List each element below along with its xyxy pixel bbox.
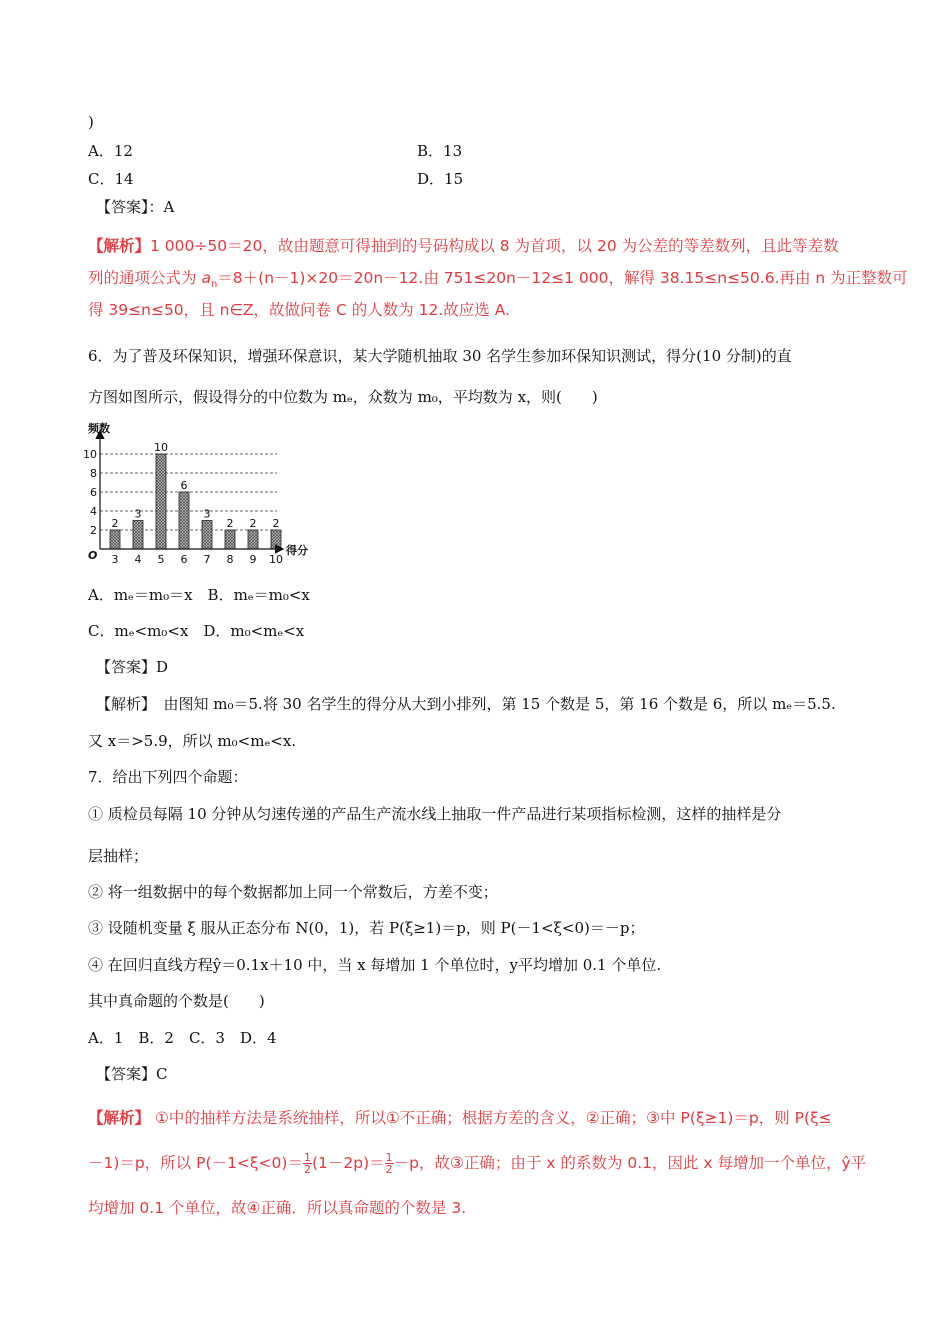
- analysis-text: (1－2p)＝: [311, 1154, 385, 1172]
- y-tick-label: 8: [90, 467, 97, 480]
- analysis-sub: n: [210, 279, 218, 291]
- question-6-stem-2: 方图如图所示，假设得分的中位数为 mₑ，众数为 m₀，平均数为 x，则( ): [88, 388, 598, 406]
- y-tick-label: 6: [90, 486, 97, 499]
- histogram-bar: [179, 492, 189, 549]
- question-6-options-ab: A．mₑ＝m₀＝x B．mₑ＝m₀<x: [88, 586, 310, 604]
- histogram-bar: [248, 530, 258, 549]
- bar-value-label: 2: [249, 517, 257, 530]
- question-5-paren: ): [88, 113, 94, 131]
- bar-value-label: 2: [272, 517, 280, 530]
- x-tick-label: 9: [249, 553, 257, 566]
- analysis-text: ①中的抽样方法是系统抽样，所以①不正确；根据方差的含义，②正确；③中 P(ξ≥1)＝p，则 P(ξ≤: [154, 1109, 832, 1127]
- analysis-6-line-1: 【解析】 由图知 m₀＝5.将 30 名学生的得分从大到小排列，第 15 个数是 5，第 16 个数是 6，所以 mₑ＝5.5.: [96, 695, 836, 713]
- analysis-7-line-1: [88, 1108, 832, 1128]
- analysis-5-line-1: [88, 236, 839, 256]
- y-tick-label: 10: [83, 448, 97, 461]
- proposition-3: ③ 设随机变量 ξ 服从正态分布 N(0，1)，若 P(ξ≥1)＝p，则 P(－1<ξ<0)＝－p；: [88, 919, 645, 937]
- option-b: B．13: [417, 142, 463, 160]
- histogram-bar: [271, 530, 281, 549]
- fraction-half: [303, 1152, 312, 1175]
- answer-6: 【答案】D: [96, 658, 169, 676]
- analysis-text: ＝8＋(n－1)×20＝20n－12.由 751≤20n－12≤1 000，解得 38.15≤n≤50.6.再由 n 为正整数可: [217, 269, 908, 287]
- x-tick-label: 5: [157, 553, 165, 566]
- question-6-options-cd: C．mₑ<m₀<x D．m₀<mₑ<x: [88, 622, 305, 640]
- bar-value-label: 2: [226, 517, 234, 530]
- analysis-5-line-2: [88, 268, 908, 295]
- question-7-options: A．1 B．2 C．3 D．4: [88, 1029, 277, 1047]
- question-6-stem-1: 6．为了普及环保知识，增强环保意识，某大学随机抽取 30 名学生参加环保知识测试，得分(10 分制)的直: [88, 347, 792, 365]
- x-axis-label: 得分: [286, 544, 308, 557]
- proposition-2: ② 将一组数据中的每个数据都加上同一个常数后，方差不变；: [88, 883, 498, 901]
- analysis-text: －p，故③正确；由于 x 的系数为 0.1，因此 x 每增加一个单位，ŷ平: [393, 1154, 867, 1172]
- question-7-stem: 7．给出下列四个命题：: [88, 768, 248, 786]
- x-tick-label: 7: [203, 553, 211, 566]
- answer-7: 【答案】C: [96, 1065, 168, 1083]
- fraction-numerator: 1: [303, 1151, 311, 1164]
- histogram-bar: [156, 454, 166, 549]
- analysis-text: 列的通项公式为: [88, 269, 202, 287]
- analysis-5-line-3: 得 39≤n≤50，且 n∈Z，故做问卷 C 的人数为 12.故应选 A.: [88, 301, 510, 319]
- analysis-label: 【解析】: [88, 237, 151, 255]
- bar-value-label: 3: [134, 507, 142, 521]
- analysis-var: a: [201, 269, 211, 287]
- analysis-label: 【解析】: [88, 1109, 151, 1127]
- fraction-half: [385, 1152, 394, 1175]
- histogram-bar: [133, 521, 143, 550]
- proposition-4: ④ 在回归直线方程ŷ＝0.1x＋10 中，当 x 每增加 1 个单位时，y平均增加 0.1 个单位.: [88, 956, 662, 974]
- proposition-1-line-2: 层抽样；: [88, 847, 149, 865]
- proposition-1-line-1: ① 质检员每隔 10 分钟从匀速传递的产品生产流水线上抽取一件产品进行某项指标检测，这样的抽样是分: [88, 805, 782, 823]
- y-axis-label: 频数: [88, 422, 110, 435]
- option-a: A．12: [88, 142, 133, 160]
- bar-value-label: 3: [203, 507, 211, 521]
- bar-value-label: 6: [180, 479, 188, 492]
- frequency-histogram: [82, 418, 322, 568]
- option-c: C．14: [88, 170, 134, 188]
- x-tick-label: 3: [111, 553, 119, 566]
- y-tick-label: 4: [90, 505, 97, 518]
- analysis-7-line-2: [88, 1150, 866, 1176]
- x-tick-label: 4: [134, 553, 142, 566]
- option-d: D．15: [417, 170, 464, 188]
- histogram-bar: [225, 530, 235, 549]
- fraction-denominator: 2: [303, 1163, 311, 1176]
- answer-5: 【答案】：A: [96, 198, 175, 216]
- bar-value-label: 10: [154, 441, 168, 454]
- analysis-text: 1 000÷50＝20，故由题意可得抽到的号码构成以 8 为首项，以 20 为公差的等差数列，且此等差数: [150, 237, 839, 255]
- histogram-bar: [202, 521, 212, 550]
- analysis-text: －1)＝p，所以 P(－1<ξ<0)＝: [88, 1154, 303, 1172]
- analysis-7-line-3: 均增加 0.1 个单位，故④正确．所以真命题的个数是 3.: [88, 1199, 467, 1217]
- x-tick-label: 10: [269, 553, 283, 566]
- fraction-numerator: 1: [385, 1151, 393, 1164]
- origin-label: O: [88, 549, 98, 562]
- x-tick-label: 8: [226, 553, 234, 566]
- analysis-6-line-2: 又 x＝>5.9，所以 m₀<mₑ<x.: [88, 732, 297, 750]
- fraction-denominator: 2: [385, 1163, 393, 1176]
- histogram-bar: [110, 530, 120, 549]
- bar-value-label: 2: [111, 517, 119, 530]
- question-7-question: 其中真命题的个数是( ): [88, 992, 265, 1010]
- x-tick-label: 6: [180, 553, 188, 566]
- y-tick-label: 2: [90, 524, 97, 537]
